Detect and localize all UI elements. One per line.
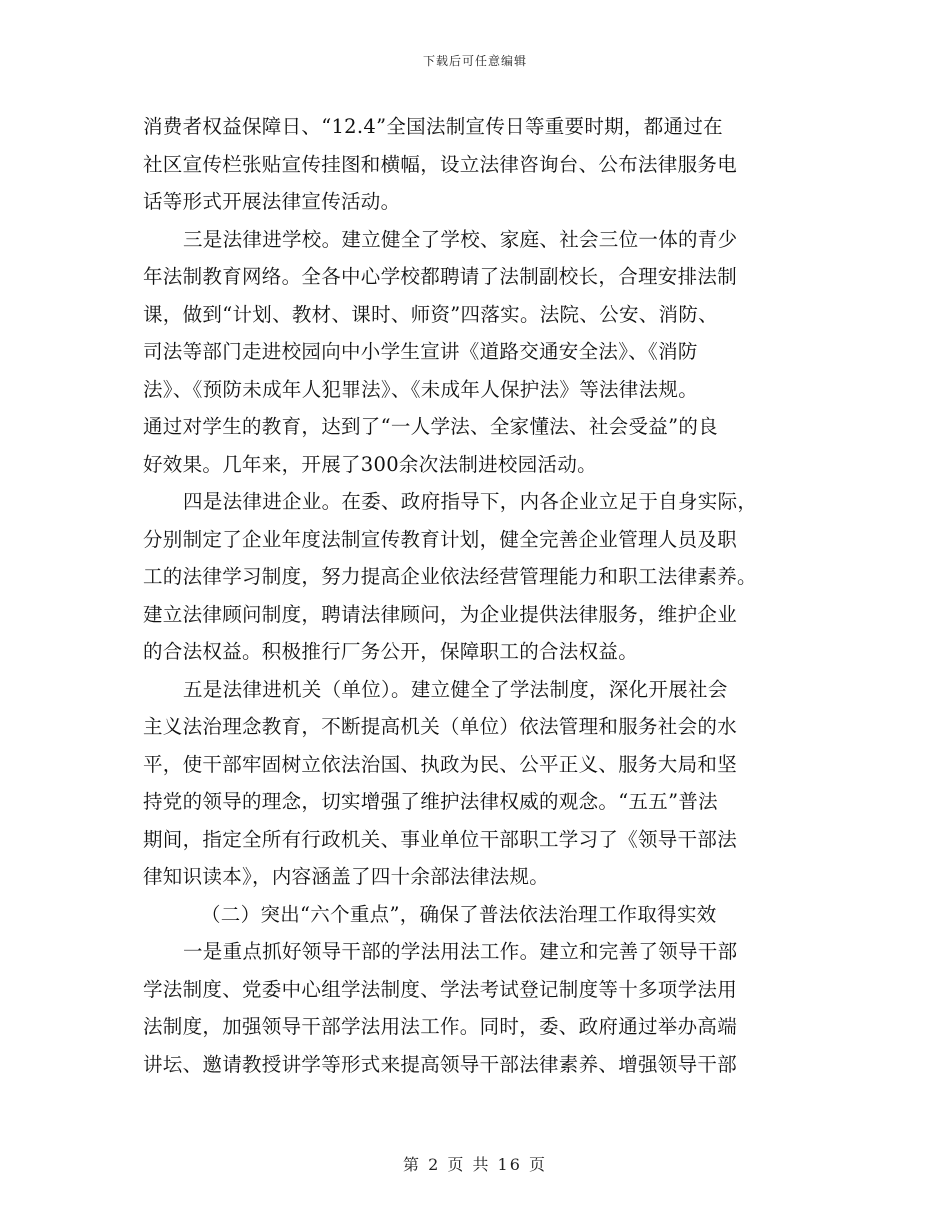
section-heading: （二）突出“六个重点”，确保了普法依法治理工作取得实效 — [201, 902, 717, 926]
paragraph-start-leaders: 一是重点抓好领导干部的学法用法工作。建立和完善了领导干部 — [183, 940, 738, 963]
body-line: 建立法律顾问制度，聘请法律顾问，为企业提供法律服务，维护企业 — [143, 602, 738, 626]
body-line: 学法制度、党委中心组学法制度、学法考试登记制度等十多项学法用 — [143, 977, 738, 1001]
body-line: 律知识读本》，内容涵盖了四十余部法律法规。 — [143, 865, 550, 888]
body-line: 消费者权益保障日、“12.4”全国法制宣传日等重要时期，都通过在 — [143, 115, 723, 138]
body-line: 法制度，加强领导干部学法用法工作。同时，委、政府通过举办高端 — [143, 1015, 738, 1038]
body-line: 通过对学生的教育，达到了“一人学法、全家懂法、社会受益”的良 — [143, 415, 718, 438]
body-line: 平，使干部牢固树立依法治国、执政为民、公平正义、服务大局和坚 — [143, 752, 738, 776]
body-line: 的合法权益。积极推行厂务公开，保障职工的合法权益。 — [143, 640, 639, 663]
body-line: 好效果。几年来，开展了300余次法制进校园活动。 — [143, 452, 597, 476]
document-body — [143, 108, 808, 1083]
body-line: 持党的领导的理念，切实增强了维护法律权威的观念。“五五”普法 — [143, 790, 718, 813]
body-line: 话等形式开展法律宣传活动。 — [143, 190, 401, 213]
page-header: 下载后可任意编辑 — [422, 54, 527, 68]
body-line: 司法等部门走进校园向中小学生宣讲《道路交通安全法》、《消防 — [143, 340, 698, 363]
body-line: 法》、《预防未成年人犯罪法》、《未成年人保护法》等法律法规。 — [143, 377, 699, 401]
paragraph-start-schools: 三是法律进学校。建立健全了学校、家庭、社会三位一体的青少 — [183, 227, 738, 251]
body-line: 社区宣传栏张贴宣传挂图和横幅，设立法律咨询台、公布法律服务电 — [143, 152, 738, 176]
body-line: 期间，指定全所有行政机关、事业单位干部职工学习了《领导干部法 — [143, 827, 738, 851]
body-line: 讲坛、邀请教授讲学等形式来提高领导干部法律素养、增强领导干部 — [143, 1052, 738, 1076]
body-line: 分别制定了企业年度法制宣传教育计划，健全完善企业管理人员及职 — [143, 527, 738, 551]
body-line: 课，做到“计划、教材、课时、师资”四落实。法院、公安、消防、 — [143, 302, 718, 326]
paragraph-start-enterprises: 四是法律进企业。在委、政府指导下，内各企业立足于自身实际， — [183, 490, 758, 513]
body-line: 主义法治理念教育，不断提高机关（单位）依法管理和服务社会的水 — [143, 715, 738, 738]
body-line: 年法制教育网络。全各中心学校都聘请了法制副校长，合理安排法制 — [143, 265, 738, 288]
body-line: 工的法律学习制度，努力提高企业依法经营管理能力和职工法律素养。 — [143, 565, 757, 588]
paragraph-start-agencies: 五是法律进机关（单位）。建立健全了学法制度，深化开展社会 — [183, 677, 728, 701]
page-footer: 第 2 页 共 16 页 — [403, 1155, 547, 1174]
